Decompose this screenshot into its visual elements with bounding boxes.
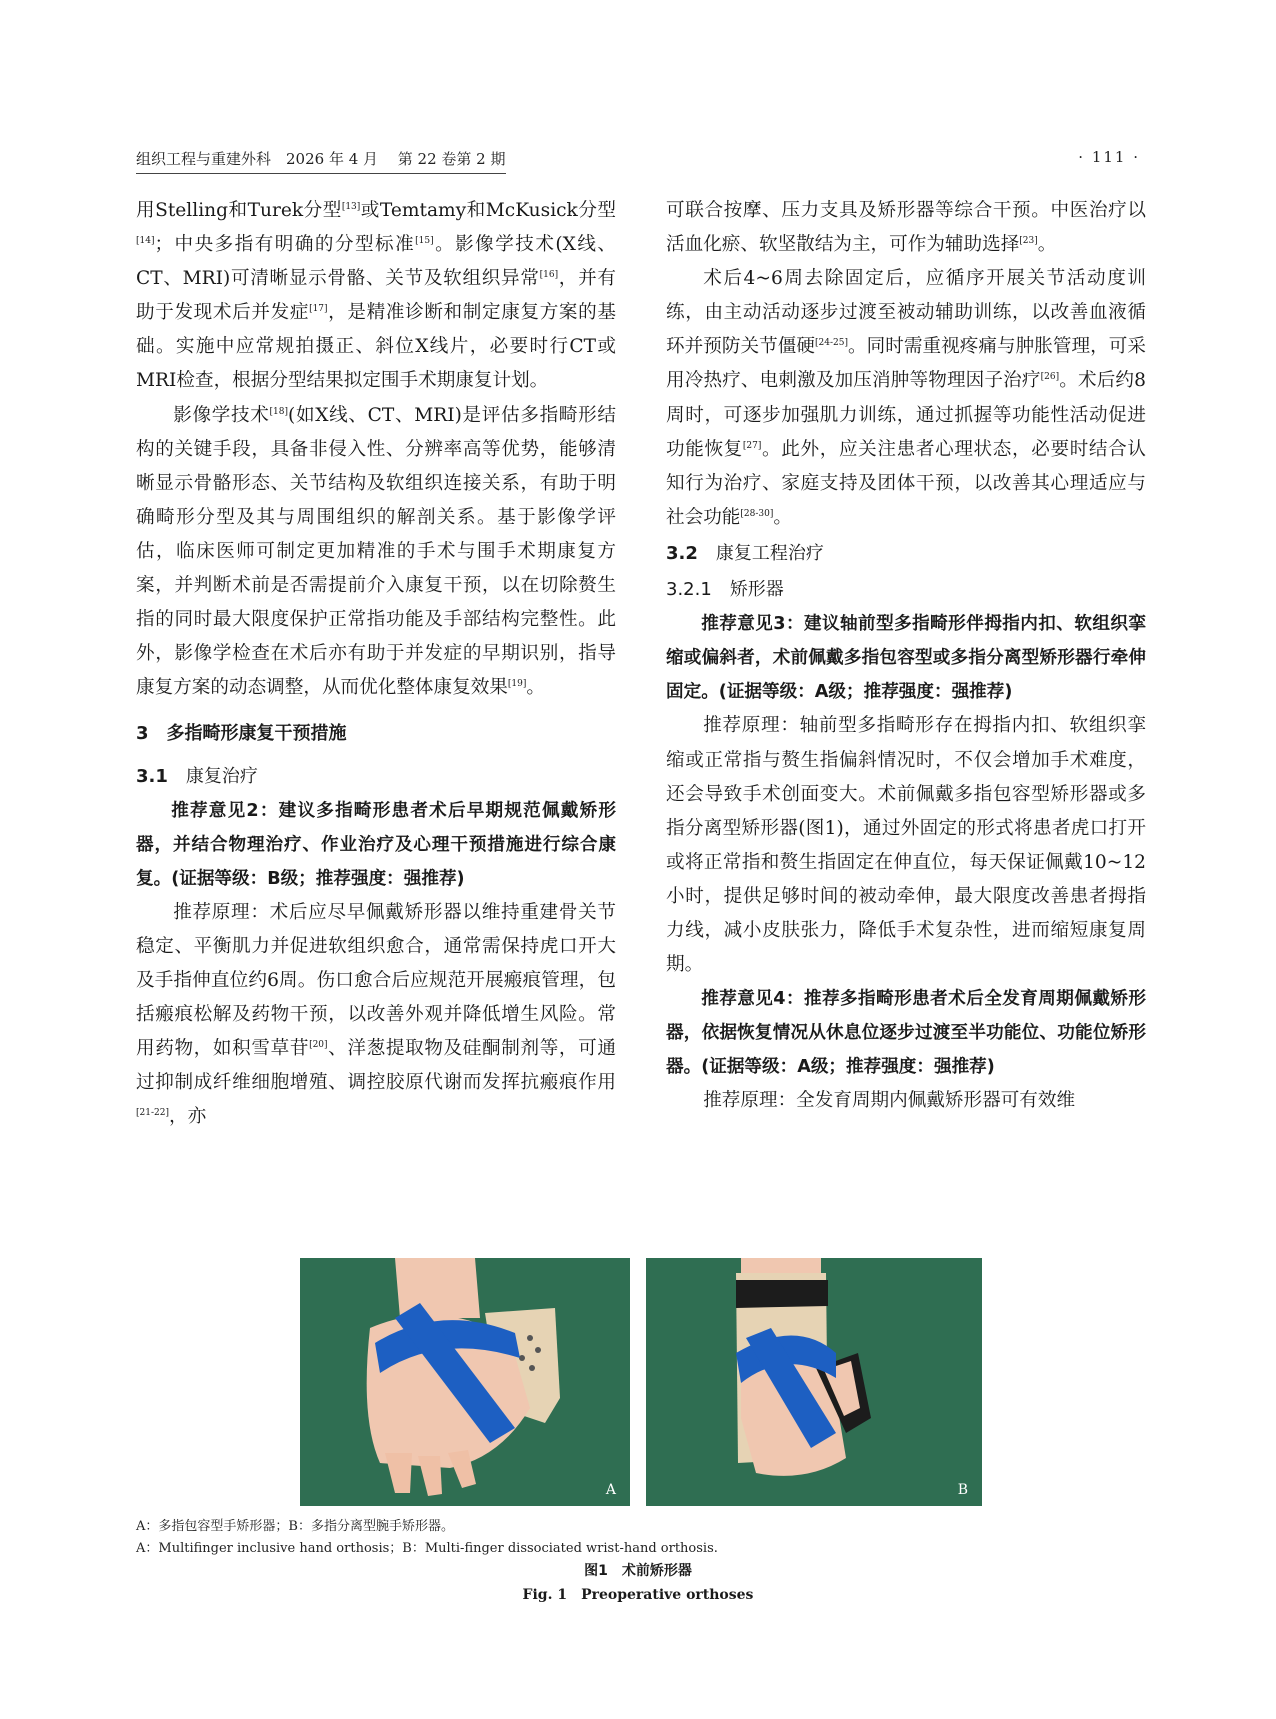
paragraph: 可联合按摩、压力支具及矫形器等综合干预。中医治疗以活血化瘀、软坚散结为主，可作为辅助选择[23]。 <box>666 200 1146 256</box>
figure-caption-en: A：Multifinger inclusive hand orthosis；B：Multi-finger dissociated wrist-hand orthosis. <box>136 1541 718 1556</box>
section-heading: 3 多指畸形康复干预措施 <box>136 723 347 745</box>
figure-title-cn: 图1 术前矫形器 <box>584 1563 692 1579</box>
subsection-heading: 3.2 康复工程治疗 <box>666 542 824 564</box>
page-number: · 111 · <box>1078 148 1140 166</box>
paragraph: 用Stelling和Turek分型[13]或Temtamy和McKusick分型[14]；中央多指有明确的分型标准[15]。影像学技术(X线、CT、MRI)可清晰显示骨骼、关节及软组织异常[16]，并有助于发现术后并发症[17]，是精准诊断和制定康复方案的基础。实施中应常规拍摄正、斜位X线片，必要时行CT或MRI检查，根据分型结果拟定围手术期康复计划。 <box>136 200 616 392</box>
orthosis-photo-a <box>300 1258 630 1506</box>
orthosis-photo-b <box>646 1258 982 1506</box>
left-column <box>136 194 616 1135</box>
figure-title-en: Fig. 1 Preoperative orthoses <box>522 1587 754 1603</box>
subsubsection-heading: 3.2.1 矫形器 <box>666 579 784 601</box>
running-header <box>136 148 1140 174</box>
panel-label-b: B <box>957 1482 968 1498</box>
paragraph: 术后4~6周去除固定后，应循序开展关节活动度训练，由主动活动逐步过渡至被动辅助训练，以改善血液循环并预防关节僵硬[24-25]。同时需重视疼痛与肿胀管理，可采用冷热疗、电刺激及加压消肿等物理因子治疗[26]。术后约8周时，可逐步加强肌力训练，通过抓握等功能性活动促进功能恢复[27]。此外，应关注患者心理状态，必要时结合认知行为治疗、家庭支持及团体干预，以改善其心理适应与社会功能[28-30]。 <box>666 268 1146 528</box>
figure-panel-b <box>646 1258 982 1506</box>
paragraph: 推荐原理：术后应尽早佩戴矫形器以维持重建骨关节稳定、平衡肌力并促进软组织愈合，通常需保持虎口开大及手指伸直位约6周。伤口愈合后应规范开展瘢痕管理，包括瘢痕松解及药物干预，以改善外观并降低增生风险。常用药物，如积雪草苷[20]、洋葱提取物及硅酮制剂等，可通过抑制成纤维细胞增殖、调控胶原代谢而发挥抗瘢痕作用[21-22]，亦 <box>136 901 616 1128</box>
paragraph: 影像学技术[18](如X线、CT、MRI)是评估多指畸形结构的关键手段，具备非侵入性、分辨率高等优势，能够清晰显示骨骼形态、关节结构及软组织连接关系，有助于明确畸形分型及其与周围组织的解剖关系。基于影像学评估，临床医师可制定更加精准的手术与围手术期康复方案，并判断术前是否需提前介入康复干预，以在切除赘生指的同时最大限度保护正常指功能及手部结构完整性。此外，影像学检查在术后亦有助于并发症的早期识别，指导康复方案的动态调整，从而优化整体康复效果[19]。 <box>136 404 616 699</box>
figure-panel-a <box>300 1258 630 1506</box>
paragraph: 推荐原理：全发育周期内佩戴矫形器可有效维 <box>703 1090 1076 1112</box>
recommendation-3: 推荐意见3：建议轴前型多指畸形伴拇指内扣、软组织挛缩或偏斜者，术前佩戴多指包容型或多指分离型矫形器行牵伸固定。(证据等级：A级；推荐强度：强推荐) <box>666 614 1146 703</box>
paragraph: 推荐原理：轴前型多指畸形存在拇指内扣、软组织挛缩或正常指与赘生指偏斜情况时，不仅会增加手术难度，还会导致手术创面变大。术前佩戴多指包容型矫形器或多指分离型矫形器(图1)，通过外固定的形式将患者虎口打开或将正常指和赘生指固定在伸直位，每天保证佩戴10~12小时，提供足够时间的被动牵伸，最大限度改善患者拇指力线，减小皮肤张力，降低手术复杂性，进而缩短康复周期。 <box>666 715 1146 976</box>
journal-info: 组织工程与重建外科 2026 年 4 月 第 22 卷第 2 期 <box>136 148 506 174</box>
panel-label-a: A <box>605 1482 616 1498</box>
recommendation-4: 推荐意见4：推荐多指畸形患者术后全发育周期佩戴矫形器，依据恢复情况从休息位逐步过渡至半功能位、功能位矫形器。(证据等级：A级；推荐强度：强推荐) <box>666 989 1146 1078</box>
right-column <box>666 194 1146 1119</box>
recommendation-2: 推荐意见2：建议多指畸形患者术后早期规范佩戴矫形器，并结合物理治疗、作业治疗及心理干预措施进行综合康复。(证据等级：B级；推荐强度：强推荐) <box>136 800 616 889</box>
subsection-heading: 3.1 康复治疗 <box>136 765 258 787</box>
figure-caption-cn: A：多指包容型手矫形器；B：多指分离型腕手矫形器。 <box>136 1519 454 1534</box>
